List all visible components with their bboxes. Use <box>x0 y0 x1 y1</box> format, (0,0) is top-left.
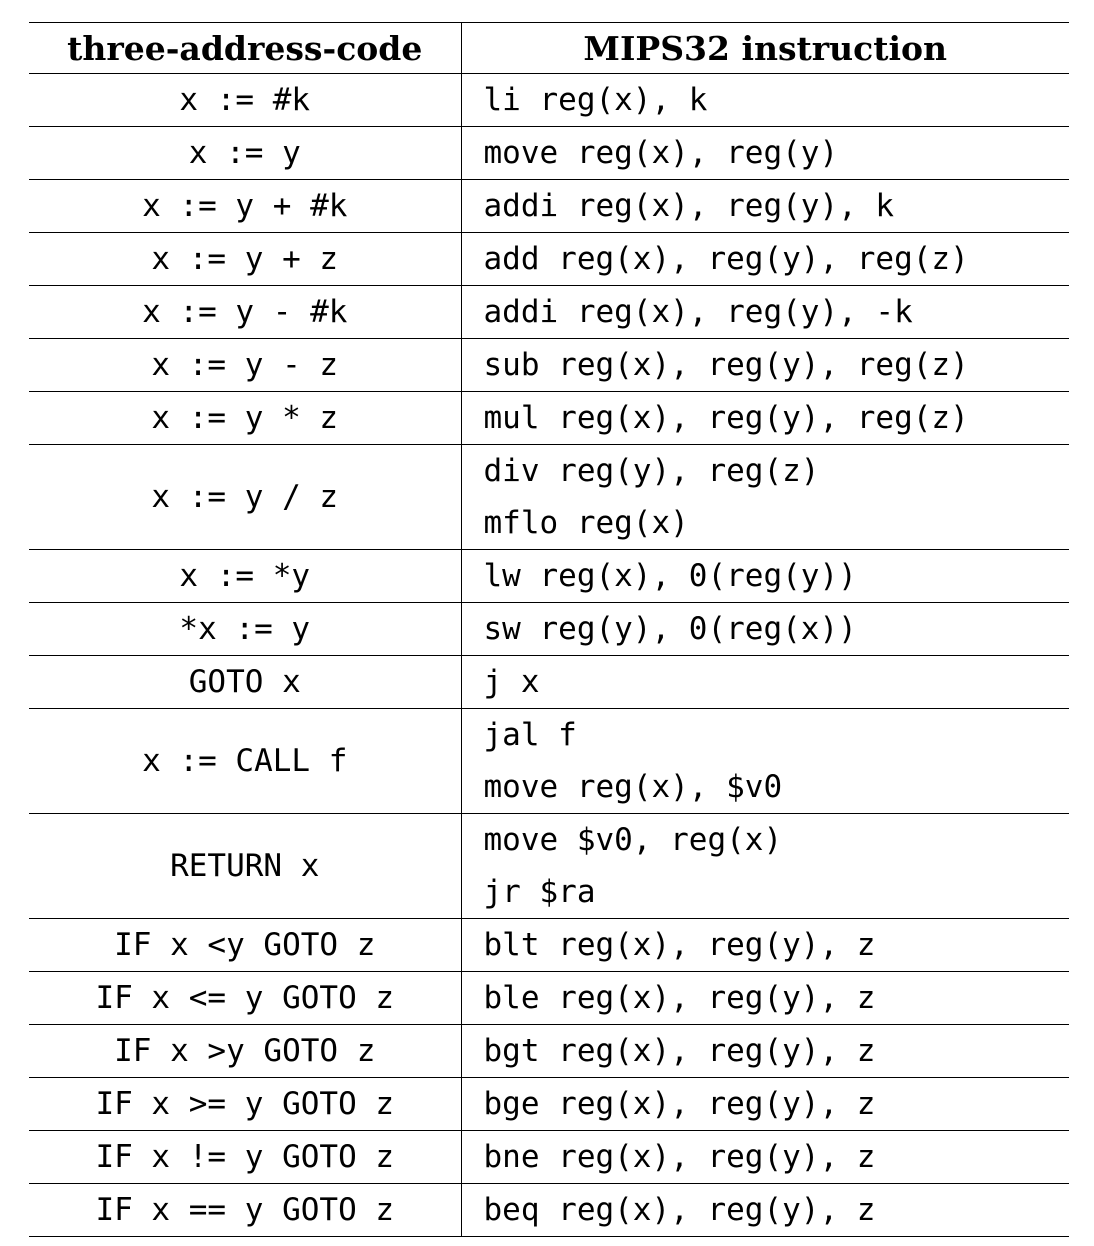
three-address-code-cell: x := y - z <box>151 347 339 383</box>
table-row <box>29 180 1069 233</box>
mips-instruction-line: ble reg(x), reg(y), z <box>483 980 876 1016</box>
mips-instruction-cell <box>461 972 1069 1025</box>
three-address-code-cell: RETURN x <box>170 848 320 884</box>
mips-instruction-cell <box>461 1131 1069 1184</box>
table-row <box>29 286 1069 339</box>
mips-instruction-cell <box>461 392 1069 445</box>
column-header-mips32-instruction: MIPS32 instruction <box>461 23 1069 74</box>
table-row <box>29 656 1069 709</box>
mips-instruction-line: jr $ra <box>483 874 596 910</box>
mips-instruction-line: add reg(x), reg(y), reg(z) <box>483 241 969 277</box>
translation-table-container <box>29 22 1069 1237</box>
mips-instruction-line: li reg(x), k <box>483 82 708 118</box>
mips-instruction-line: bge reg(x), reg(y), z <box>483 1086 876 1122</box>
table-row <box>29 1131 1069 1184</box>
table-row <box>29 127 1069 180</box>
three-address-code-cell: IF x >= y GOTO z <box>95 1086 395 1122</box>
three-address-code-cell: x := y * z <box>151 400 339 436</box>
mips-instruction-line: sw reg(y), 0(reg(x)) <box>483 611 857 647</box>
mips-instruction-line: jal f <box>483 717 577 753</box>
table-row <box>29 919 1069 972</box>
mips-instruction-line: addi reg(x), reg(y), k <box>483 188 895 224</box>
mips-instruction-cell <box>461 286 1069 339</box>
table-row <box>29 1025 1069 1078</box>
mips-instruction-cell <box>461 74 1069 127</box>
mips-instruction-cell <box>461 656 1069 709</box>
mips-instruction-cell <box>461 445 1069 550</box>
mips-instruction-cell <box>461 127 1069 180</box>
header-row <box>29 23 1069 74</box>
mips-instruction-cell <box>461 1078 1069 1131</box>
column-header-three-address-code: three-address-code <box>29 23 461 74</box>
mips-instruction-cell <box>461 339 1069 392</box>
mips-instruction-line: div reg(y), reg(z) <box>483 453 820 489</box>
mips-instruction-line: sub reg(x), reg(y), reg(z) <box>483 347 969 383</box>
mips-instruction-line: bne reg(x), reg(y), z <box>483 1139 876 1175</box>
three-address-code-cell: x := y / z <box>151 479 339 515</box>
mips-instruction-line: bgt reg(x), reg(y), z <box>483 1033 876 1069</box>
three-address-code-cell: IF x >y GOTO z <box>114 1033 376 1069</box>
table-row <box>29 972 1069 1025</box>
mips-instruction-line: beq reg(x), reg(y), z <box>483 1192 876 1228</box>
three-address-code-cell: IF x != y GOTO z <box>95 1139 395 1175</box>
mips-instruction-line: move reg(x), reg(y) <box>483 135 839 171</box>
table-row <box>29 1184 1069 1237</box>
mips-instruction-cell <box>461 550 1069 603</box>
three-address-code-cell: IF x <= y GOTO z <box>95 980 395 1016</box>
three-address-code-cell: x := y + z <box>151 241 339 277</box>
three-address-code-cell: GOTO x <box>188 664 301 700</box>
mips-instruction-line: move $v0, reg(x) <box>483 822 783 858</box>
mips-instruction-line: blt reg(x), reg(y), z <box>483 927 876 963</box>
three-address-code-cell: x := CALL f <box>142 743 348 779</box>
table-row <box>29 709 1069 814</box>
mips-instruction-line: lw reg(x), 0(reg(y)) <box>483 558 857 594</box>
mips-instruction-line: j x <box>483 664 540 700</box>
table-row <box>29 1078 1069 1131</box>
table-row <box>29 392 1069 445</box>
mips-instruction-cell <box>461 603 1069 656</box>
mips-instruction-cell <box>461 233 1069 286</box>
mips-instruction-cell <box>461 1025 1069 1078</box>
three-address-code-cell: x := *y <box>179 558 311 594</box>
table-row <box>29 339 1069 392</box>
mips-instruction-cell <box>461 709 1069 814</box>
table-row <box>29 603 1069 656</box>
mips-instruction-line: move reg(x), $v0 <box>483 769 783 805</box>
three-address-code-cell: IF x == y GOTO z <box>95 1192 395 1228</box>
table-row <box>29 233 1069 286</box>
three-address-code-cell: x := y <box>188 135 301 171</box>
mips-instruction-line: mflo reg(x) <box>483 505 689 541</box>
translation-table <box>29 22 1069 1237</box>
mips-instruction-line: addi reg(x), reg(y), -k <box>483 294 913 330</box>
three-address-code-cell: x := #k <box>179 82 311 118</box>
table-row <box>29 74 1069 127</box>
three-address-code-cell: x := y - #k <box>142 294 348 330</box>
mips-instruction-line: mul reg(x), reg(y), reg(z) <box>483 400 969 436</box>
mips-instruction-cell <box>461 1184 1069 1237</box>
three-address-code-cell: *x := y <box>179 611 311 647</box>
mips-instruction-cell <box>461 919 1069 972</box>
table-row <box>29 445 1069 550</box>
mips-instruction-cell <box>461 814 1069 919</box>
three-address-code-cell: x := y + #k <box>142 188 348 224</box>
mips-instruction-cell <box>461 180 1069 233</box>
table-row <box>29 814 1069 919</box>
table-row <box>29 550 1069 603</box>
table-body <box>29 74 1069 1237</box>
table-header <box>29 23 1069 74</box>
three-address-code-cell: IF x <y GOTO z <box>114 927 376 963</box>
